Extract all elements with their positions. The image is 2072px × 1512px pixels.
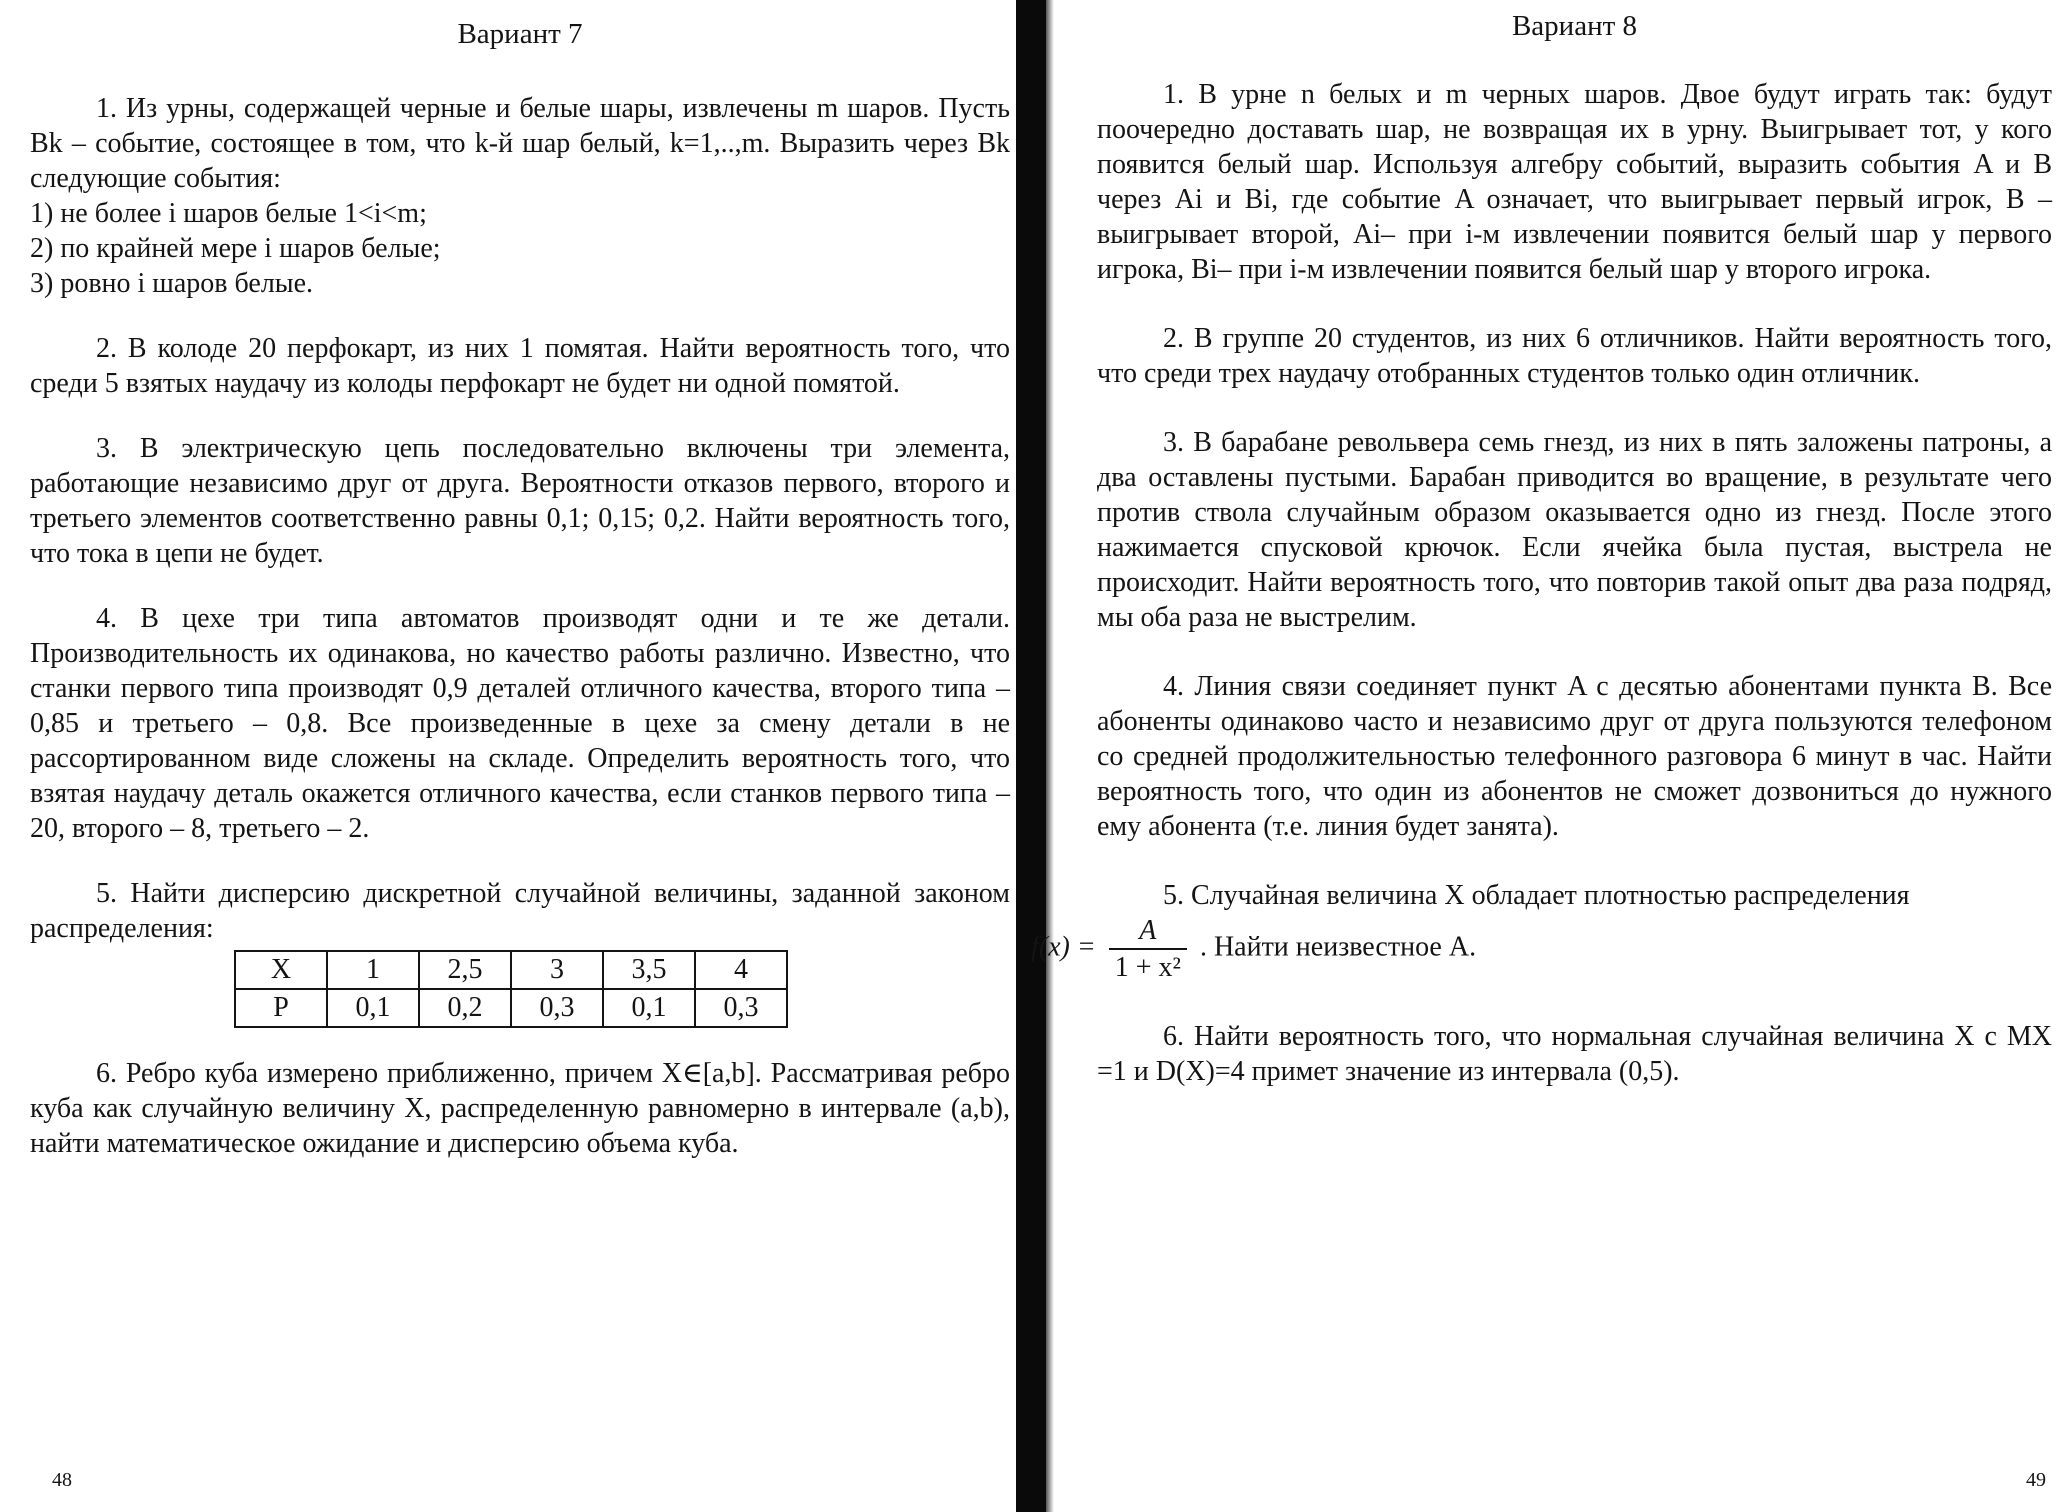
table-cell: 2,5 bbox=[419, 951, 511, 989]
table-cell: 0,1 bbox=[327, 989, 419, 1027]
page-number-48: 48 bbox=[52, 1469, 72, 1491]
table-row-x bbox=[235, 951, 787, 989]
problem-8-3: 3. В барабане револьвера семь гнезд, из них в пять заложены патроны, а два оставлены пустыми. Барабан приводится во вращение, в результате чего против ствола случайным образом оказывается одно из гнезд. После этого нажимается спусковой крючок. Если ячейка была пустая, выстрела не происходит. Найти вероятность того, что повторив такой опыт два раза подряд, мы оба раза не выстрелим. bbox=[1097, 427, 2052, 633]
formula-tail: . Найти неизвестное A. bbox=[1199, 931, 1477, 963]
table-cell: 3 bbox=[511, 951, 603, 989]
table-cell: 4 bbox=[695, 951, 787, 989]
table-cell: 0,1 bbox=[603, 989, 695, 1027]
problem-7-5-text: 5. Найти дисперсию дискретной случайной величины, заданной законом распределения: bbox=[30, 878, 1010, 944]
formula-lhs: f(x) = bbox=[1031, 931, 1096, 963]
problem-8-2: 2. В группе 20 студентов, из них 6 отличников. Найти вероятность того, что среди трех наудачу отобранных студентов только один отличник. bbox=[1097, 323, 2052, 389]
page-number-49: 49 bbox=[2026, 1469, 2046, 1491]
table-cell: 3,5 bbox=[603, 951, 695, 989]
problem-8-6: 6. Найти вероятность того, что нормальная случайная величина X с MX =1 и D(X)=4 примет значение из интервала (0,5). bbox=[1097, 1021, 2052, 1087]
left-page bbox=[0, 0, 1010, 1512]
problem-7-2: 2. В колоде 20 перфокарт, из них 1 помятая. Найти вероятность того, что среди 5 взятых наудачу из колоды перфокарт не будет ни одной помятой. bbox=[30, 333, 1010, 399]
distribution-table bbox=[234, 950, 788, 1028]
density-formula bbox=[1031, 913, 1476, 985]
problem-7-1-text: 1. Из урны, содержащей черные и белые шары, извлечены m шаров. Пусть Bk – событие, состоящее в том, что k-й шар белый, k=1,..,m. Выразить через Bk следующие события: bbox=[30, 93, 1010, 194]
table-cell: X bbox=[235, 951, 327, 989]
problem-7-3: 3. В электрическую цепь последовательно включены три элемента, работающие независимо друг от друга. Вероятности отказов первого, второго и третьего элементов соответственно равны 0,1; 0,15; 0,2. Найти вероятность того, что тока в цепи не будет. bbox=[30, 433, 1010, 569]
problem-8-4: 4. Линия связи соединяет пункт A с десятью абонентами пункта B. Все абоненты одинаково часто и независимо друг от друга пользуются телефоном со средней продолжительностью телефонного разговора 6 минут в час. Найти вероятность того, что один из абонентов не сможет дозвониться до нужного ему абонента (т.е. линия будет занята). bbox=[1097, 671, 2052, 842]
table-cell: 0,3 bbox=[511, 989, 603, 1027]
variant-7-title: Вариант 7 bbox=[457, 18, 583, 50]
table-cell: P bbox=[235, 989, 327, 1027]
problem-8-5-text: 5. Случайная величина X обладает плотностью распределения bbox=[1163, 880, 1910, 911]
problem-7-1-item-3: 3) ровно i шаров белые. bbox=[30, 268, 314, 299]
table-cell: 0,3 bbox=[695, 989, 787, 1027]
problem-7-5 bbox=[30, 876, 1010, 1028]
variant-8-title: Вариант 8 bbox=[1511, 10, 1638, 42]
problem-7-4: 4. В цехе три типа автоматов производят одни и те же детали. Производительность их одинакова, но качество работы различно. Известно, что станки первого типа производят 0,9 деталей отличного качества, второго типа – 0,85 и третьего – 0,8. Все произведенные в цехе за смену детали в не рассортированном виде сложены на складе. Определить вероятность того, что взятая наудачу деталь окажется отличного качества, если станков первого типа – 20, второго – 8, третьего – 2. bbox=[30, 603, 1010, 844]
problem-7-1-item-2: 2) по крайней мере i шаров белые; bbox=[30, 233, 441, 264]
problem-7-1 bbox=[30, 91, 1010, 301]
problem-8-1: 1. В урне n белых и m черных шаров. Двое будут играть так: будут поочередно доставать шар, не возвращая их в урну. Выигрывает тот, у кого появится белый шар. Используя алгебру событий, выразить события A и B через Ai и Bi, где событие A означает, что выигрывает первый игрок, B – выигрывает второй, Ai– при i-м извлечении появится белый шар у первого игрока, Bi– при i-м извлечении появится белый шар у второго игрока. bbox=[1097, 79, 2052, 285]
spine-shadow bbox=[1046, 0, 1054, 1512]
book-spine bbox=[1016, 0, 1046, 1512]
problem-7-1-item-1: 1) не более i шаров белые 1<i<m; bbox=[30, 198, 427, 229]
formula-numerator: A bbox=[1109, 913, 1187, 950]
table-cell: 1 bbox=[327, 951, 419, 989]
problem-8-5 bbox=[1031, 878, 2052, 985]
formula-fraction bbox=[1109, 913, 1187, 985]
right-page bbox=[1031, 0, 2072, 1512]
problem-7-6: 6. Ребро куба измерено приближенно, причем X∈[a,b]. Рассматривая ребро куба как случайную величину X, распределенную равномерно в интервале (a,b), найти математическое ожидание и дисперсию объема куба. bbox=[30, 1058, 1010, 1159]
table-cell: 0,2 bbox=[419, 989, 511, 1027]
table-row-p bbox=[235, 989, 787, 1027]
formula-denominator: 1 + x² bbox=[1114, 952, 1181, 983]
